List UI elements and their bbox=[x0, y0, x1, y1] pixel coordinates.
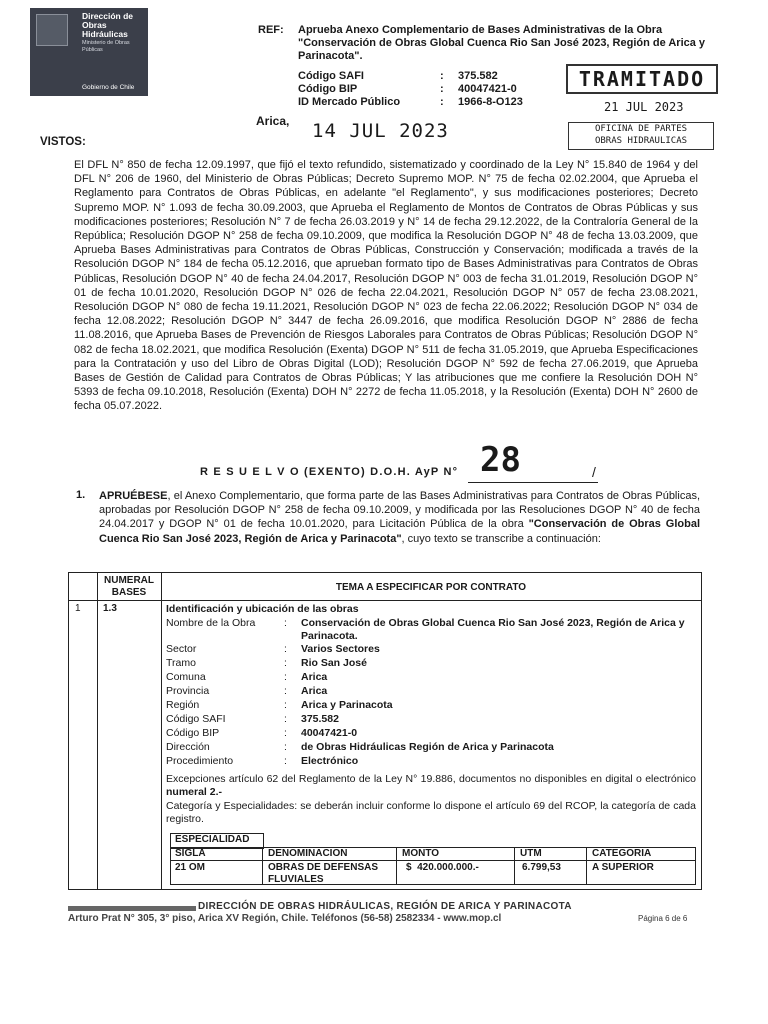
field-label: Dirección bbox=[166, 741, 210, 753]
field-label: Sector bbox=[166, 643, 197, 655]
page-number: Página 6 de 6 bbox=[638, 914, 688, 923]
field-label: Procedimiento bbox=[166, 755, 234, 767]
footer-address: Arturo Prat N° 305, 3° piso, Arica XV Región, Chile. Teléfonos (56-58) 2582334 - www.mop.cl bbox=[68, 913, 502, 924]
col-monto: MONTO bbox=[402, 848, 440, 859]
field-value: de Obras Hidráulicas Región de Arica y Parinacota bbox=[301, 741, 554, 753]
vistos-paragraph: El DFL N° 850 de fecha 12.09.1997, que fijó el texto refundido, sistematizado y coordinado de la Ley N° 15.840 de 1964 y del DFL N° 206 de 1960, del Ministerio de Obras Públicas; Decreto Supremo MOP. N° 75 de fecha 02.02.2004, que Aprueba el Reglamento para Contratos de Obras Públicas, en adelante "el Reglamento", y sus modificaciones posteriores; Decreto Supremo MOP. N° 1.093 de fecha 30.09.2003, que Aprueba el Reglamento de Montos de Contratos de Obras Públicas y sus modificaciones posteriores; Resolución N° 7 de fecha 26.03.2019 y N° 14 de fecha 29.12.2022, de la Contraloría General de la República; Resolución DGOP N° 258 de fecha 09.10.2009, que modifica la Resolución DGOP N° 48 de fecha 13.03.2009, que Aprueba Bases Administrativas para Contratos de Obras Públicas, Construcción y Conservación; modificada a través de la Resolución DGOP N° 184 de fecha 05.12.2016, que aprueban formato tipo de Bases Administrativas para Contratos de Obras Públicas, Resolución DGOP N° 40 de fecha 24.04.2017, Resolución DGOP N° 003 de fecha 31.01.2019, Resolución DGOP N° 01 de fecha 10.01.2020, Resolución DGOP N° 026 de fecha 22.04.2021, Resolución DGOP N° 057 de fecha 23.08.2021, Resolución DGOP N° 080 de fecha 19.11.2021, Resolución DGOP N° 023 de fecha 22.06.2022; Resolución DGOP N° 034 de fecha 12.08.2022; Resolución DGOP N° 3447 de fecha 26.09.2016, que modifica Resolución DGOP N° 2886 de fecha 11.08.2016, que Aprueba Bases de Prevención de Riesgos Laborales para Contratos de Obras Públicas; Resolución DGOP N° 082 de fecha 18.02.2021, que modifica Resolución (Exenta) DGOP N° 511 de fecha 31.05.2019, que Aprueba Especificaciones para la Contratación y uso del Libro de Obras Digital (LOD); Resolución DGOP N° 592 de fecha 27.06.2019, que Aprueba Bases de Gestión de Calidad para Contratos de Obras Públicas; Y las atribuciones que me confiere la Resolución DOH N° 5393 de fecha 09.10.2018, Resolución (Exenta) DOH N° 2272 de fecha 11.05.2018, y la Resolución (Exenta) DOH N° 2600 de fecha 05.07.2022. bbox=[74, 159, 698, 413]
cell-denominacion: OBRAS DE DEFENSAS FLUVIALES bbox=[268, 862, 379, 885]
stamp-office-line2: OBRAS HIDRAULICAS bbox=[594, 136, 688, 146]
field-label: Comuna bbox=[166, 671, 206, 683]
field-value: Conservación de Obras Global Cuenca Rio San José 2023, Región de Arica y Parinacota. bbox=[301, 617, 685, 642]
row-title: Identificación y ubicación de las obras bbox=[166, 603, 359, 615]
resuelvo-underline bbox=[468, 482, 598, 483]
cell-sigla: 21 OM bbox=[175, 862, 206, 873]
field-value: Arica y Parinacota bbox=[301, 699, 393, 711]
resuelvo-label: R E S U E L V O (EXENTO) D.O.H. AyP N° bbox=[200, 466, 459, 478]
resuelvo-slash: / bbox=[592, 464, 596, 480]
tramitado-stamp bbox=[566, 64, 716, 152]
field-label: Código SAFI bbox=[166, 713, 226, 725]
article-paragraph bbox=[99, 489, 700, 546]
note-excepciones: Excepciones artículo 62 del Reglamento de la Ley N° 19.886, documentos no disponibles en digital o electrónico numeral 2.- bbox=[166, 773, 696, 798]
code-label-bip: Código BIP bbox=[298, 83, 358, 95]
code-label-safi: Código SAFI bbox=[298, 70, 364, 82]
field-label: Nombre de la Obra bbox=[166, 617, 256, 629]
stamp-office-line1: OFICINA DE PARTES bbox=[594, 124, 688, 134]
coat-of-arms-icon bbox=[36, 14, 68, 46]
stamp-word: TRAMITADO bbox=[566, 64, 718, 94]
article-verb: APRUÉBESE bbox=[99, 490, 168, 502]
logo-title: Dirección de Obras Hidráulicas bbox=[82, 11, 134, 39]
article-text2: , cuyo texto se transcribe a continuación: bbox=[401, 532, 601, 545]
col-sigla: SIGLA bbox=[175, 848, 206, 859]
footer-bar bbox=[68, 906, 196, 911]
document-date: 14 JUL 2023 bbox=[312, 120, 449, 142]
especialidad-header: ESPECIALIDAD bbox=[175, 834, 250, 845]
field-value: 40047421-0 bbox=[301, 727, 358, 739]
code-value-safi: 375.582 bbox=[458, 70, 498, 82]
cell-utm: 6.799,53 bbox=[522, 862, 561, 873]
field-label: Región bbox=[166, 699, 200, 711]
header-numeral: NUMERAL BASES bbox=[104, 575, 154, 598]
bases-table: NUMERAL BASES TEMA A ESPECIFICAR POR CONTRATO 1 1.3 Identificación y ubicación de las obras Nombre de la Obra : Conservación de Obras Global Cuenca Rio San José 2023, Región de Arica y Parinacota. Sector : Varios Sectores Tramo : Rio San José Comuna : Arica Provincia : Arica Región : Arica y Parinacota Código SAFI : 375.582 Código BIP : 40047421-0 Dirección : de Obras Hidráulicas Región de Arica y Parinacota Procedimiento : Electrónico Excepciones artículo 62 del Reglamento de la Ley N° 19.886, documentos no disponibles en digital o electrónico numeral 2.- Categoría y Especialidades: se deberán incluir conforme lo dispone el artículo 69 del RCOP, la categoría de cada registro. ESPECIALIDAD SIGLA DENOMINACION MONTO UTM CATEGORIA 21 OM OBRAS DE DEFENSAS FLUVIALES $ 420.000.000.- 6.799,53 A SUPERIOR bbox=[68, 572, 702, 890]
logo-ministry: Ministerio de Obras Públicas bbox=[82, 40, 130, 53]
article-number: 1. bbox=[76, 489, 86, 501]
dgh-logo bbox=[30, 8, 148, 96]
footer-direccion: DIRECCIÓN DE OBRAS HIDRÁULICAS, REGIÓN DE ARICA Y PARINACOTA bbox=[198, 901, 572, 912]
field-label: Provincia bbox=[166, 685, 210, 697]
stamp-date: 21 JUL 2023 bbox=[604, 100, 684, 114]
cell-monto: $ 420.000.000.- bbox=[406, 862, 479, 873]
col-denominacion: DENOMINACION bbox=[268, 848, 348, 859]
code-label-mercado: ID Mercado Público bbox=[298, 96, 401, 108]
col-categoria: CATEGORIA bbox=[592, 848, 652, 859]
field-value: 375.582 bbox=[301, 713, 339, 725]
code-colon: : bbox=[440, 96, 444, 108]
code-value-bip: 40047421-0 bbox=[458, 83, 517, 95]
field-value: Rio San José bbox=[301, 657, 367, 669]
resolution-number: 28 bbox=[480, 440, 521, 480]
especialidad-table bbox=[170, 833, 696, 883]
note-categoria: Categoría y Especialidades: se deberán incluir conforme lo dispone el artículo 69 del RCOP, la categoría de cada registro. bbox=[166, 800, 696, 825]
header-tema: TEMA A ESPECIFICAR POR CONTRATO bbox=[335, 582, 527, 593]
code-colon: : bbox=[440, 70, 444, 82]
article-obra: "Conservación de Obras Global Cuenca Rio San José 2023, Región de Arica y Parinacota" bbox=[99, 518, 700, 545]
vistos-label: VISTOS: bbox=[40, 136, 86, 148]
row-number: 1 bbox=[75, 603, 81, 614]
article-text1: , el Anexo Complementario, que forma parte de las Bases Administrativas para Contratos de Obras Públicas, aprobadas por Resolución DGOP N° 258 de fecha 09.10.2009, y modificada por las Resoluciones DGOP N° 40 de fecha 24.04.2017 y DGOP N° 01 de fecha 10.01.2020, para Licitación Pública de la obra bbox=[99, 490, 700, 531]
field-value: Arica bbox=[301, 671, 328, 683]
cell-categoria: A SUPERIOR bbox=[592, 862, 654, 873]
field-value: Arica bbox=[301, 685, 328, 697]
row-numeral: 1.3 bbox=[103, 603, 117, 614]
ref-label: REF: bbox=[258, 24, 284, 36]
city-label: Arica, bbox=[256, 114, 290, 128]
field-value: Electrónico bbox=[301, 755, 359, 767]
field-value: Varios Sectores bbox=[301, 643, 380, 655]
field-label: Tramo bbox=[166, 657, 196, 669]
ref-text: Aprueba Anexo Complementario de Bases Administrativas de la Obra "Conservación de Obras Global Cuenca Rio San José 2023, Región de Arica y Parinacota". bbox=[298, 24, 706, 62]
code-colon: : bbox=[440, 83, 444, 95]
logo-gov: Gobierno de Chile bbox=[82, 84, 135, 91]
col-utm: UTM bbox=[520, 848, 542, 859]
code-value-mercado: 1966-8-O123 bbox=[458, 96, 523, 108]
stamp-office bbox=[568, 122, 714, 150]
field-label: Código BIP bbox=[166, 727, 220, 739]
